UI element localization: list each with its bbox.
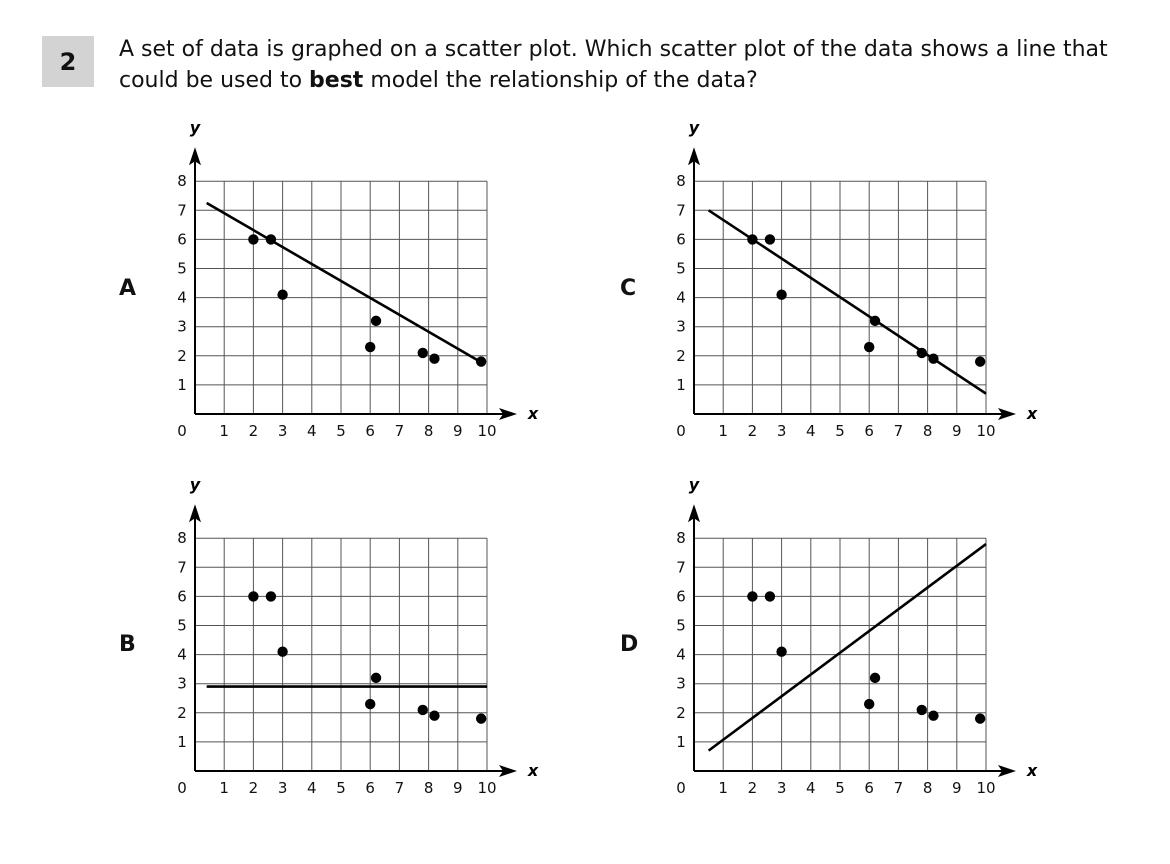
chart-a [177, 118, 539, 440]
data-point [917, 705, 927, 715]
y-tick-label: 3 [676, 317, 686, 336]
data-point [476, 356, 486, 366]
choice-label-d[interactable]: D [620, 632, 639, 657]
choice-label-b[interactable]: B [119, 632, 136, 657]
x-tick-label: 7 [394, 779, 405, 797]
y-tick-label: 3 [676, 674, 686, 693]
x-tick-label: 6 [365, 422, 375, 440]
data-point [870, 316, 880, 326]
y-tick-label: 3 [177, 674, 187, 693]
data-point [429, 711, 439, 721]
x-tick-label: 8 [423, 422, 434, 440]
y-axis-label: y [189, 475, 201, 495]
x-tick-label: 4 [307, 422, 317, 440]
x-tick-label: 3 [776, 779, 787, 797]
y-tick-label: 6 [676, 587, 686, 606]
y-tick-label: 1 [177, 732, 187, 751]
choice-label-c[interactable]: C [620, 276, 637, 301]
y-tick-label: 7 [676, 201, 686, 220]
data-point [765, 591, 775, 601]
x-tick-label: 0 [177, 422, 187, 440]
data-point [277, 646, 287, 656]
x-tick-label: 2 [248, 779, 259, 797]
data-point [371, 316, 381, 326]
y-tick-label: 3 [177, 317, 187, 336]
y-tick-label: 7 [676, 558, 686, 577]
x-tick-label: 2 [747, 422, 758, 440]
data-point [418, 348, 428, 358]
y-tick-label: 2 [177, 346, 187, 365]
y-tick-label: 2 [676, 703, 686, 722]
y-tick-label: 2 [676, 346, 686, 365]
data-point [776, 289, 786, 299]
x-tick-label: 9 [453, 779, 463, 797]
y-axis-label: y [688, 118, 700, 138]
y-tick-label: 1 [676, 732, 686, 751]
data-point [917, 348, 927, 358]
y-tick-label: 4 [177, 288, 187, 307]
y-tick-label: 7 [177, 201, 187, 220]
data-point [864, 699, 874, 709]
x-tick-label: 6 [365, 779, 375, 797]
prompt-emphasis: best [309, 68, 364, 93]
y-tick-label: 8 [177, 529, 187, 548]
data-point [277, 289, 287, 299]
x-tick-label: 5 [336, 779, 346, 797]
data-point [765, 234, 775, 244]
model-line [709, 544, 986, 751]
data-point [864, 342, 874, 352]
x-tick-label: 10 [976, 779, 996, 797]
x-tick-label: 6 [864, 422, 874, 440]
data-point [266, 591, 276, 601]
data-point [418, 705, 428, 715]
x-tick-label: 8 [922, 422, 933, 440]
x-tick-label: 1 [219, 422, 229, 440]
x-tick-label: 4 [307, 779, 317, 797]
y-tick-label: 4 [676, 288, 686, 307]
x-tick-label: 7 [394, 422, 405, 440]
x-tick-label: 1 [718, 779, 728, 797]
x-tick-label: 8 [922, 779, 933, 797]
y-tick-label: 6 [676, 230, 686, 249]
y-tick-label: 6 [177, 587, 187, 606]
data-point [870, 673, 880, 683]
data-point [928, 354, 938, 364]
data-point [476, 713, 486, 723]
x-tick-label: 8 [423, 779, 434, 797]
x-tick-label: 3 [277, 422, 288, 440]
data-point [365, 342, 375, 352]
model-line [207, 203, 483, 363]
data-point [975, 713, 985, 723]
x-tick-label: 0 [177, 779, 187, 797]
data-point [975, 356, 985, 366]
x-tick-label: 4 [806, 779, 816, 797]
x-tick-label: 9 [952, 422, 962, 440]
choice-label-a[interactable]: A [119, 276, 137, 301]
data-point [248, 591, 258, 601]
grid-b [195, 538, 487, 771]
y-tick-label: 5 [177, 259, 187, 278]
data-point [747, 591, 757, 601]
y-tick-label: 5 [177, 616, 187, 635]
y-axis-label: y [688, 475, 700, 495]
x-tick-label: 5 [835, 779, 845, 797]
x-tick-label: 0 [676, 422, 686, 440]
x-tick-label: 10 [976, 422, 996, 440]
x-tick-label: 1 [219, 779, 229, 797]
y-tick-label: 1 [676, 375, 686, 394]
y-tick-label: 7 [177, 558, 187, 577]
grid-d [694, 538, 986, 771]
x-tick-label: 0 [676, 779, 686, 797]
grid-a [195, 181, 487, 414]
x-tick-label: 3 [277, 779, 288, 797]
x-axis-label: x [527, 404, 539, 423]
x-tick-label: 2 [248, 422, 259, 440]
data-point [365, 699, 375, 709]
data-point [266, 234, 276, 244]
y-tick-label: 1 [177, 375, 187, 394]
y-tick-label: 2 [177, 703, 187, 722]
x-tick-label: 6 [864, 779, 874, 797]
x-tick-label: 4 [806, 422, 816, 440]
data-point [248, 234, 258, 244]
x-axis-label: x [1026, 404, 1038, 423]
y-axis-label: y [189, 118, 201, 138]
x-axis-label: x [527, 761, 539, 780]
y-tick-label: 5 [676, 259, 686, 278]
question-number: 2 [42, 36, 94, 87]
x-tick-label: 3 [776, 422, 787, 440]
x-tick-label: 5 [835, 422, 845, 440]
data-point [429, 354, 439, 364]
data-point [776, 646, 786, 656]
y-tick-label: 5 [676, 616, 686, 635]
chart-c [676, 118, 1038, 440]
y-tick-label: 8 [676, 529, 686, 548]
x-tick-label: 9 [952, 779, 962, 797]
y-tick-label: 6 [177, 230, 187, 249]
y-tick-label: 8 [177, 172, 187, 191]
x-tick-label: 10 [477, 422, 497, 440]
x-tick-label: 5 [336, 422, 346, 440]
x-tick-label: 7 [893, 779, 904, 797]
x-tick-label: 1 [718, 422, 728, 440]
x-axis-label: x [1026, 761, 1038, 780]
data-point [928, 711, 938, 721]
x-tick-label: 2 [747, 779, 758, 797]
data-point [747, 234, 757, 244]
y-tick-label: 8 [676, 172, 686, 191]
prompt-text-end: model the relationship of the data? [363, 68, 758, 93]
y-tick-label: 4 [177, 645, 187, 664]
x-tick-label: 9 [453, 422, 463, 440]
prompt-text-start: A set of data is graphed on a scatter plot. Which scatter plot of the data shows a line that could be used to [119, 37, 1108, 93]
chart-b [177, 475, 539, 797]
x-tick-label: 10 [477, 779, 497, 797]
x-tick-label: 7 [893, 422, 904, 440]
data-point [371, 673, 381, 683]
y-tick-label: 4 [676, 645, 686, 664]
chart-d [676, 475, 1038, 797]
